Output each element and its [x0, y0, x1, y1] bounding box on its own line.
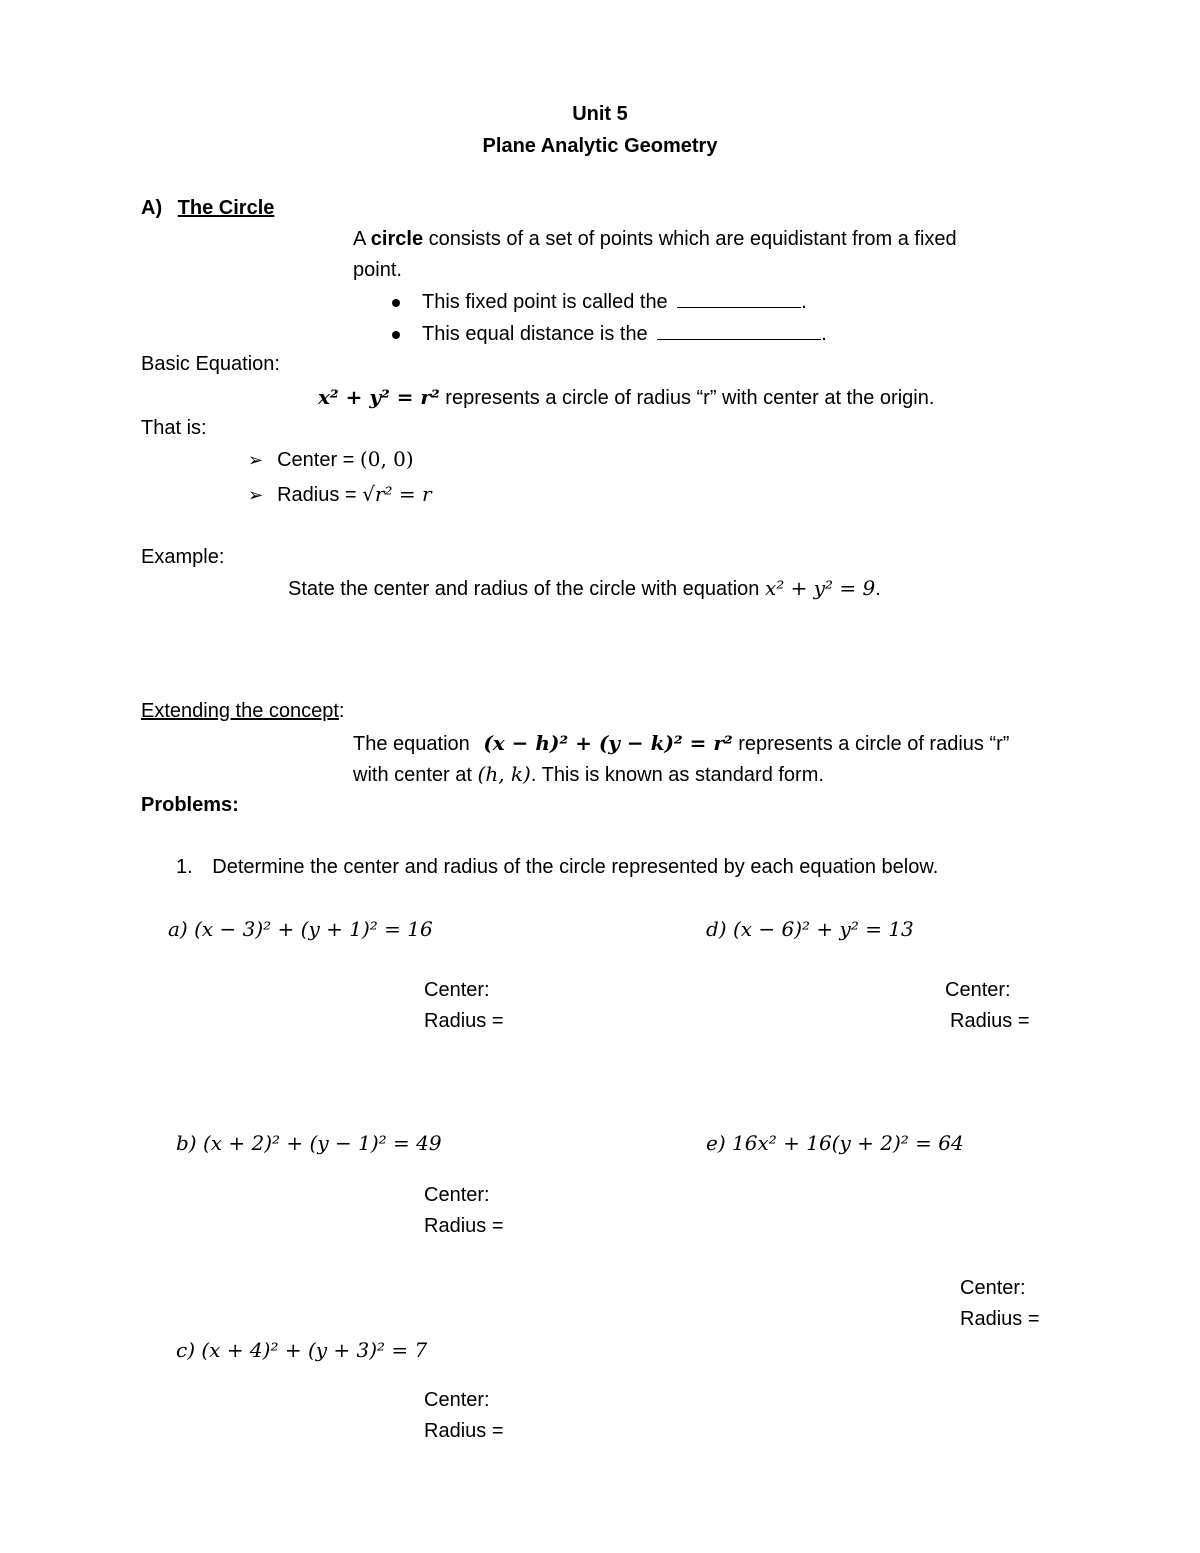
bullet-end: . [821, 323, 827, 345]
center-origin-row [248, 447, 414, 472]
bullet-end: . [801, 291, 807, 313]
center-label: Center = [277, 449, 360, 471]
bullet-radius-text: This equal distance is the [422, 323, 648, 345]
center-value: (0, 0) [359, 447, 414, 471]
center-hk: (h, k) [477, 762, 531, 786]
problem-letter: a) [168, 917, 188, 941]
problem-a-center: Center: [424, 979, 490, 1001]
problem-c [176, 1338, 427, 1362]
basic-equation: x² + y² = r² [318, 385, 440, 409]
example-end: . [875, 578, 881, 600]
question-text: Determine the center and radius of the circle represented by each equation below. [212, 856, 939, 878]
standard-form-line2 [353, 762, 824, 787]
radius-value: √r² = r [362, 482, 432, 506]
bullet-center [392, 289, 807, 314]
problem-a-radius: Radius = [424, 1010, 504, 1032]
that-is-label: That is: [141, 417, 207, 439]
problem-b-radius: Radius = [424, 1215, 504, 1237]
definition-post: consists of a set of points which are equidistant from a fixed [423, 228, 957, 250]
problem-equation: (x − 3)² + (y + 1)² = 16 [194, 917, 433, 941]
bullet-icon [392, 331, 400, 339]
blank-radius [657, 321, 821, 340]
problem-e [706, 1131, 964, 1155]
problem-equation: (x + 4)² + (y + 3)² = 7 [201, 1338, 428, 1362]
problem-d-radius: Radius = [950, 1010, 1030, 1032]
extending-colon: : [338, 700, 345, 722]
arrow-bullet-icon: ➢ [248, 450, 264, 470]
section-title: The Circle [177, 197, 275, 219]
question-1 [176, 855, 938, 879]
standard-form-pre: The equation [353, 733, 476, 755]
section-a-heading [141, 196, 274, 220]
center-at-text: with center at [353, 764, 478, 786]
problem-letter: c) [176, 1338, 196, 1362]
problem-b-center: Center: [424, 1184, 490, 1206]
standard-form-line1 [353, 731, 1009, 756]
problems-label: Problems: [141, 794, 239, 816]
bullet-center-text: This fixed point is called the [422, 291, 668, 313]
radius-label: Radius = [277, 484, 363, 506]
problem-letter: d) [706, 917, 727, 941]
section-letter: A) [141, 197, 163, 219]
definition-pre: A [353, 228, 371, 250]
circle-definition-line2: point. [353, 259, 402, 281]
problem-b [176, 1131, 442, 1155]
problem-letter: e) [706, 1131, 726, 1155]
arrow-bullet-icon: ➢ [248, 485, 264, 505]
basic-equation-description: represents a circle of radius “r” with center at the origin. [439, 387, 935, 409]
blank-center [677, 289, 801, 308]
bullet-radius [392, 321, 827, 346]
basic-equation-label: Basic Equation: [141, 353, 280, 375]
radius-origin-row [248, 482, 432, 507]
problem-e-center: Center: [960, 1277, 1026, 1299]
definition-keyword: circle [370, 228, 424, 250]
example-prompt: State the center and radius of the circle with equation [288, 578, 765, 600]
problem-c-center: Center: [424, 1389, 490, 1411]
basic-equation-line [318, 385, 934, 410]
circle-definition [353, 227, 957, 251]
problem-a [168, 917, 433, 941]
example-label: Example: [141, 546, 225, 568]
standard-form-equation: (x − h)² + (y − k)² = r² [483, 731, 733, 755]
problem-letter: b) [176, 1131, 197, 1155]
unit-title: Unit 5 [572, 103, 628, 125]
extending-heading [141, 699, 344, 723]
standard-form-note: . This is known as standard form. [530, 764, 824, 786]
standard-form-post: represents a circle of radius “r” [732, 733, 1010, 755]
problem-d-center: Center: [945, 979, 1011, 1001]
problem-equation: (x + 2)² + (y − 1)² = 49 [202, 1131, 442, 1155]
extending-label: Extending the concept [141, 700, 339, 722]
bullet-icon [392, 299, 400, 307]
problem-equation: 16x² + 16(y + 2)² = 64 [732, 1131, 964, 1155]
problem-e-radius: Radius = [960, 1308, 1040, 1330]
problem-d [706, 917, 914, 941]
page-title: Plane Analytic Geometry [482, 135, 718, 157]
problem-c-radius: Radius = [424, 1420, 504, 1442]
example-equation: x² + y² = 9 [764, 576, 876, 600]
question-number: 1. [176, 856, 193, 878]
problem-equation: (x − 6)² + y² = 13 [732, 917, 914, 941]
example-text [288, 576, 881, 601]
